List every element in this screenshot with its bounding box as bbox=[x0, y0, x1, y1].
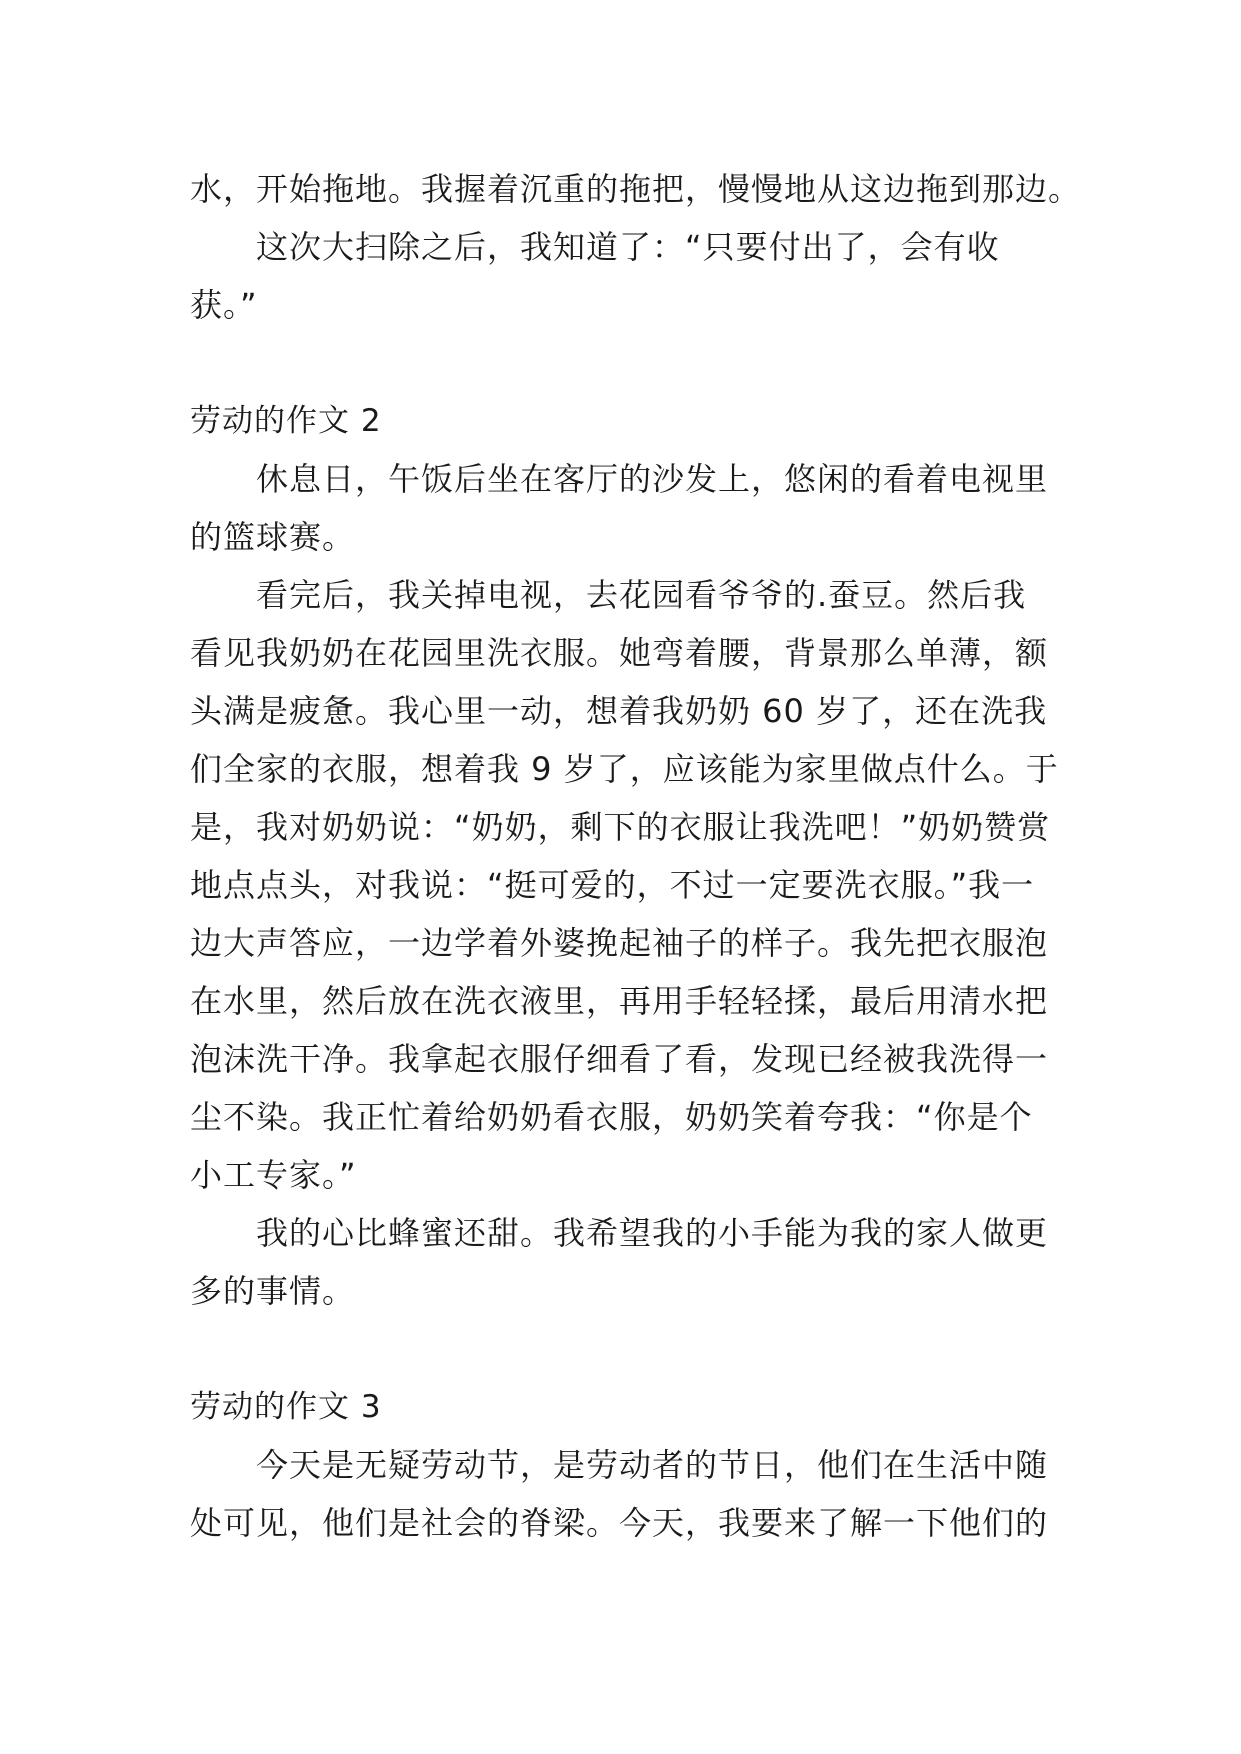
text-line: 泡沫洗干净。我拿起衣服仔细看了看，发现已经被我洗得一 bbox=[190, 1040, 1049, 1078]
text-line: 地点点头，对我说：“挺可爱的，不过一定要洗衣服。”我一 bbox=[190, 866, 1035, 904]
text-line: 这次大扫除之后，我知道了：“只要付出了，会有收 bbox=[256, 228, 1000, 266]
text-line: 看见我奶奶在花园里洗衣服。她弯着腰，背景那么单薄，额 bbox=[190, 634, 1049, 672]
text-line: 们全家的衣服，想着我 9 岁了，应该能为家里做点什么。于 bbox=[190, 750, 1059, 788]
text-line: 小工专家。” bbox=[190, 1156, 357, 1194]
text-line: 尘不染。我正忙着给奶奶看衣服，奶奶笑着夸我：“你是个 bbox=[190, 1098, 1033, 1136]
section-gap bbox=[190, 1320, 1052, 1378]
paragraph bbox=[190, 1204, 1052, 1320]
section-heading: 劳动的作文 3 bbox=[190, 1389, 382, 1425]
text-line: 是，我对奶奶说：“奶奶，剩下的衣服让我洗吧！”奶奶赞赏 bbox=[190, 808, 1051, 846]
text-line: 处可见，他们是社会的脊梁。今天，我要来了解一下他们的 bbox=[190, 1504, 1049, 1542]
text-line: 多的事情。 bbox=[190, 1272, 356, 1310]
text-line: 今天是无疑劳动节，是劳动者的节日，他们在生活中随 bbox=[256, 1446, 1049, 1484]
document-page bbox=[190, 160, 1082, 1552]
section3 bbox=[190, 1378, 1052, 1552]
text-line: 获。” bbox=[190, 286, 258, 324]
text-line: 看完后，我关掉电视，去花园看爷爷的.蚕豆。然后我 bbox=[256, 576, 1027, 614]
section1-tail bbox=[190, 160, 1082, 334]
text-line: 边大声答应，一边学着外婆挽起袖子的样子。我先把衣服泡 bbox=[190, 924, 1049, 962]
text-line: 的篮球赛。 bbox=[190, 518, 356, 556]
text-line: 我的心比蜂蜜还甜。我希望我的小手能为我的家人做更 bbox=[256, 1214, 1049, 1252]
text-line: 头满是疲惫。我心里一动，想着我奶奶 60 岁了，还在洗我 bbox=[190, 692, 1048, 730]
paragraph bbox=[190, 1436, 1052, 1552]
paragraph bbox=[190, 566, 1059, 1204]
text-line: 水，开始拖地。我握着沉重的拖把，慢慢地从这边拖到那边。 bbox=[190, 170, 1082, 208]
paragraph bbox=[190, 450, 1052, 566]
text-line: 休息日，午饭后坐在客厅的沙发上，悠闲的看着电视里 bbox=[256, 460, 1049, 498]
section2 bbox=[190, 392, 1059, 1320]
section-heading: 劳动的作文 2 bbox=[190, 403, 382, 439]
text-line: 在水里，然后放在洗衣液里，再用手轻轻揉，最后用清水把 bbox=[190, 982, 1049, 1020]
section-gap bbox=[190, 334, 1052, 392]
